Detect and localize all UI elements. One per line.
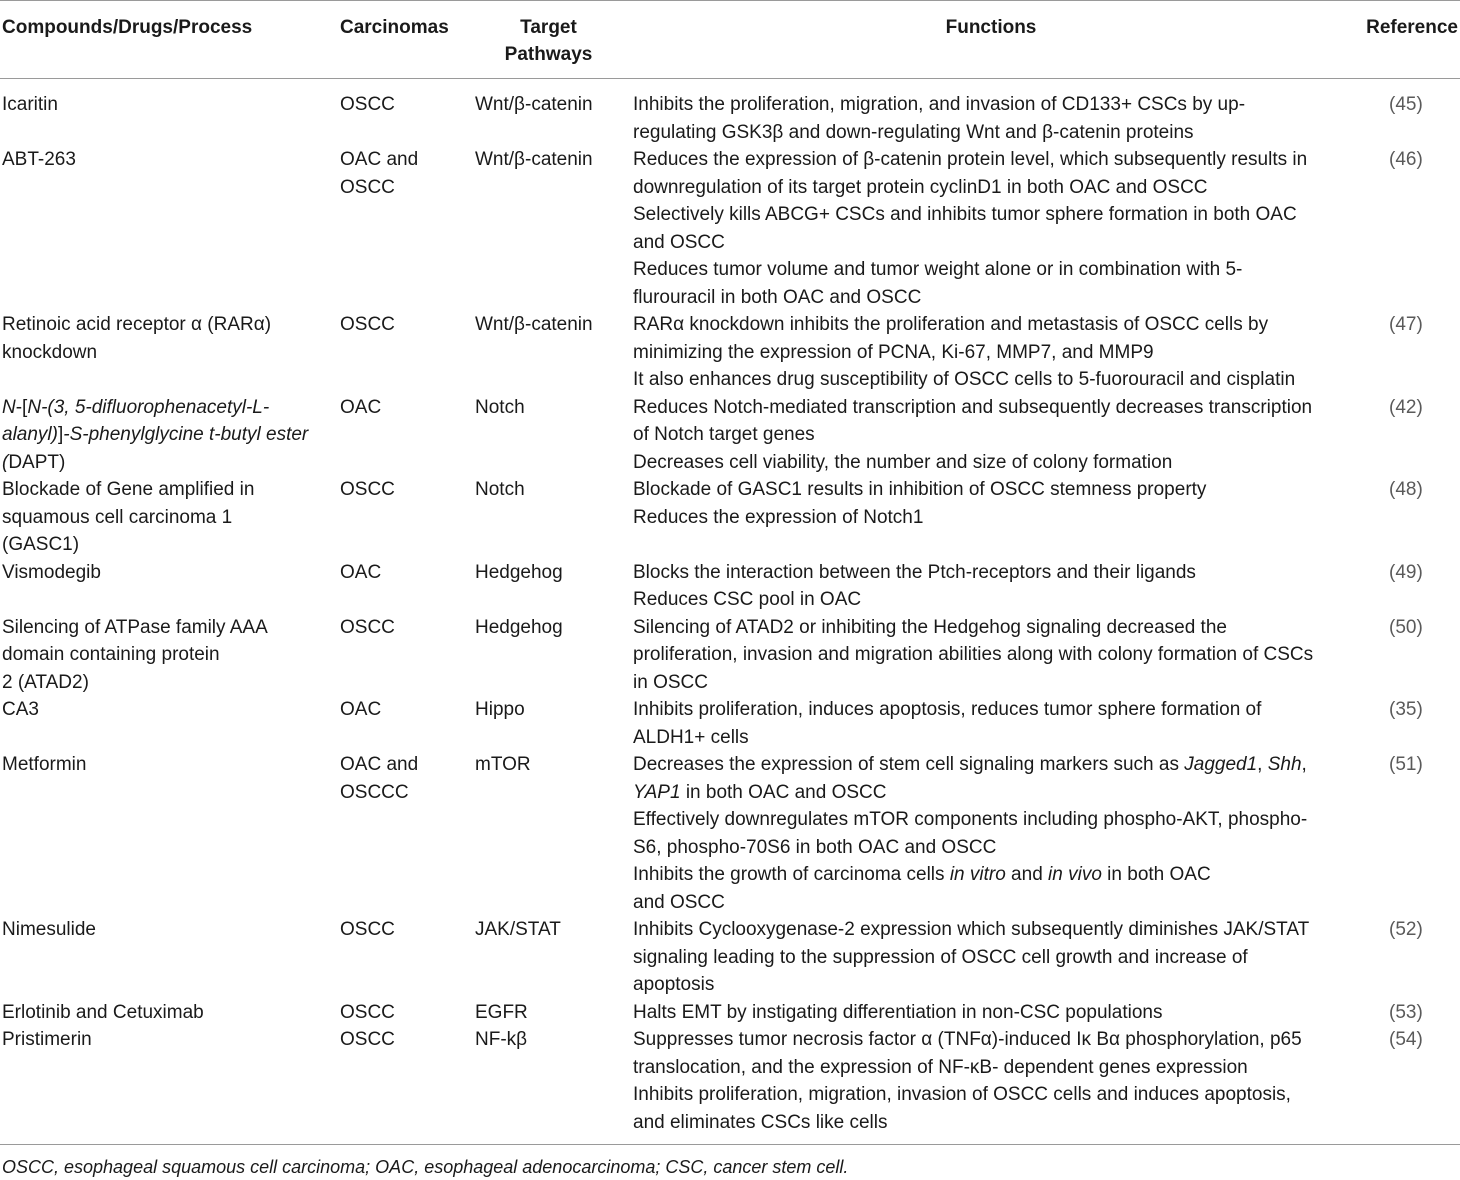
carcinomas-text: OSCC <box>340 919 395 940</box>
compound-text: Erlotinib and Cetuximab <box>2 1001 204 1023</box>
header-target-pathways <box>468 1 629 79</box>
pathway-cell: mTOR <box>475 754 531 775</box>
reference-link[interactable]: (52) <box>1389 919 1423 940</box>
compound-cell <box>0 1026 335 1144</box>
function-line: Halts EMT by instigating differentiation in non-CSC populations <box>633 1001 1163 1023</box>
header-functions: Functions <box>629 1 1353 79</box>
function-line: Reduces tumor volume and tumor weight alone or in combination with 5- <box>633 259 1243 280</box>
carcinomas-text: OSCC <box>340 1029 395 1050</box>
function-line: Reduces Notch-mediated transcription and subsequently decreases transcription <box>633 396 1313 418</box>
table-row <box>0 311 1460 394</box>
function-line: Blocks the interaction between the Ptch-receptors and their ligands <box>633 561 1196 583</box>
compound-cell <box>0 999 335 1027</box>
table-row <box>0 916 1460 999</box>
carcinomas-text: OAC <box>340 396 382 418</box>
function-line: and eliminates CSCs like cells <box>633 1111 888 1133</box>
pathway-cell: Wnt/β-catenin <box>475 314 593 335</box>
compound-text: Metformin <box>2 754 87 775</box>
compound-text <box>2 421 325 449</box>
function-text-italic: YAP1 <box>633 781 681 803</box>
pathway-cell: Hippo <box>475 699 525 720</box>
function-line: Inhibits proliferation, induces apoptosis, reduces tumor sphere formation of <box>633 699 1262 720</box>
carcinomas-cell <box>335 999 468 1027</box>
functions-cell <box>629 751 1353 916</box>
compound-text-italic: alanyl) <box>2 424 58 445</box>
carcinomas-text: OSCC <box>340 479 395 500</box>
compound-cell <box>0 394 335 477</box>
header-carcinomas: Carcinomas <box>335 1 468 79</box>
carcinomas-text: OSCC <box>340 94 395 115</box>
compound-text: Retinoic acid receptor α (RARα) <box>2 314 272 335</box>
function-line: translocation, and the expression of NF-κB- dependent genes expression <box>633 1056 1248 1078</box>
function-line: downregulation of its target protein cyclinD1 in both OAC and OSCC <box>633 176 1208 198</box>
table-row <box>0 146 1460 311</box>
compound-cell <box>0 614 335 697</box>
functions-cell <box>629 614 1353 697</box>
function-line: Inhibits the proliferation, migration, and invasion of CD133+ CSCs by up- <box>633 94 1246 115</box>
function-line: Decreases cell viability, the number and size of colony formation <box>633 451 1173 473</box>
table-footnote: OSCC, esophageal squamous cell carcinoma; OAC, esophageal adenocarcinoma; CSC, cancer stem cell. <box>2 1157 849 1177</box>
reference-link[interactable]: (35) <box>1389 699 1423 720</box>
carcinomas-cell <box>335 79 468 147</box>
functions-cell <box>629 394 1353 477</box>
functions-cell <box>629 916 1353 999</box>
function-line: signaling leading to the suppression of OSCC cell growth and increase of <box>633 946 1248 968</box>
pathway-cell: Hedgehog <box>475 561 563 583</box>
compound-text <box>2 449 325 477</box>
carcinomas-text: OSCC <box>340 616 395 638</box>
compound-text-part: -[ <box>15 396 28 418</box>
compound-text-italic: N <box>2 396 16 418</box>
pathway-cell: JAK/STAT <box>475 919 561 940</box>
function-line: Reduces the expression of Notch1 <box>633 506 924 528</box>
table-row <box>0 614 1460 697</box>
functions-cell <box>629 696 1353 751</box>
header-target-line1: Target <box>520 17 577 38</box>
compound-text: ABT-263 <box>2 149 76 170</box>
functions-cell <box>629 1026 1353 1144</box>
table-row <box>0 394 1460 477</box>
function-text-italic: in vitro <box>949 864 1006 885</box>
compound-cell <box>0 916 335 999</box>
function-line: It also enhances drug susceptibility of OSCC cells to 5-fuorouracil and cisplatin <box>633 369 1296 390</box>
function-text-part: Inhibits the growth of carcinoma cells <box>633 864 950 885</box>
function-text-part: in both OAC <box>1101 864 1211 885</box>
pathway-cell: Hedgehog <box>475 616 563 638</box>
compound-text: domain containing protein <box>2 644 220 665</box>
function-line: ALDH1+ cells <box>633 726 749 748</box>
function-line <box>633 751 1347 779</box>
function-line: RARα knockdown inhibits the proliferation and metastasis of OSCC cells by <box>633 314 1269 335</box>
function-text-part: Decreases the expression of stem cell signaling markers such as <box>633 754 1185 775</box>
pathway-cell: Wnt/β-catenin <box>475 149 593 170</box>
header-compounds: Compounds/Drugs/Process <box>0 1 335 79</box>
function-line: Silencing of ATAD2 or inhibiting the Hedgehog signaling decreased the <box>633 616 1227 638</box>
function-line: of Notch target genes <box>633 424 815 445</box>
compound-text-italic: N-(3, 5-difluorophenacetyl-L- <box>27 396 270 418</box>
function-line: Selectively kills ABCG+ CSCs and inhibits tumor sphere formation in both OAC <box>633 204 1297 225</box>
compound-text-part: ] <box>57 424 64 445</box>
function-line <box>633 779 1347 807</box>
compound-cell <box>0 79 335 147</box>
functions-cell <box>629 146 1353 311</box>
carcinomas-text: OAC <box>340 699 382 720</box>
compound-cell <box>0 146 335 311</box>
header-target-line2: Pathways <box>504 44 593 65</box>
function-line: and OSCC <box>633 891 725 913</box>
pathway-cell: EGFR <box>475 1001 528 1023</box>
functions-cell <box>629 559 1353 614</box>
carcinomas-text: OSCC <box>340 1001 395 1023</box>
compound-text: squamous cell carcinoma 1 <box>2 506 233 528</box>
carcinomas-cell <box>335 916 468 999</box>
carcinomas-cell <box>335 696 468 751</box>
function-line: S6, phospho-70S6 in both OAC and OSCC <box>633 836 997 858</box>
reference-link[interactable]: (53) <box>1389 1001 1423 1023</box>
function-line: Reduces the expression of β-catenin protein level, which subsequently results in <box>633 149 1308 170</box>
function-line: Inhibits proliferation, migration, invasion of OSCC cells and induces apoptosis, <box>633 1084 1291 1105</box>
table-row <box>0 999 1460 1027</box>
reference-link[interactable]: (48) <box>1389 479 1423 500</box>
pathway-cell: Wnt/β-catenin <box>475 94 593 115</box>
table-row <box>0 696 1460 751</box>
function-text-italic: in vivo <box>1048 864 1102 885</box>
compound-text: 2 (ATAD2) <box>2 671 89 693</box>
function-line: flurouracil in both OAC and OSCC <box>633 286 922 308</box>
compound-cell <box>0 311 335 394</box>
functions-cell <box>629 311 1353 394</box>
table-row <box>0 1026 1460 1144</box>
compound-cell <box>0 559 335 614</box>
function-text-italic: Jagged1 <box>1184 754 1258 775</box>
carcinomas-cell <box>335 559 468 614</box>
reference-link[interactable]: (45) <box>1389 94 1423 115</box>
compound-cell <box>0 476 335 559</box>
compound-text: Pristimerin <box>2 1029 92 1050</box>
function-line: regulating GSK3β and down-regulating Wnt and β-catenin proteins <box>633 121 1194 143</box>
reference-link[interactable]: (42) <box>1389 396 1423 418</box>
header-reference: Reference <box>1353 1 1460 79</box>
header-row <box>0 1 1460 79</box>
function-line: Effectively downregulates mTOR components including phospho-AKT, phospho- <box>633 809 1308 830</box>
function-line: in OSCC <box>633 671 708 693</box>
table-row <box>0 476 1460 559</box>
function-line: Suppresses tumor necrosis factor α (TNFα)-induced Iκ Bα phosphorylation, p65 <box>633 1029 1302 1050</box>
pathway-cell: Notch <box>475 479 525 500</box>
carcinomas-text: OSCCC <box>340 781 409 803</box>
reference-link[interactable]: (49) <box>1389 561 1423 583</box>
function-line: minimizing the expression of PCNA, Ki-67, MMP7, and MMP9 <box>633 341 1154 363</box>
reference-link[interactable]: (51) <box>1389 754 1423 775</box>
compound-text-italic: ( <box>2 451 9 473</box>
carcinomas-text: OAC <box>340 561 382 583</box>
carcinomas-cell <box>335 476 468 559</box>
compound-text: Silencing of ATPase family AAA <box>2 616 268 638</box>
compound-text-part: DAPT) <box>8 451 66 473</box>
carcinomas-text: OAC and <box>340 754 419 775</box>
pathway-cell: Notch <box>475 396 525 418</box>
table-row <box>0 79 1460 147</box>
compound-cell <box>0 696 335 751</box>
carcinomas-cell <box>335 614 468 697</box>
reference-link[interactable]: (46) <box>1389 149 1423 170</box>
carcinomas-text: OSCC <box>340 314 395 335</box>
table-row <box>0 751 1460 916</box>
function-line: Blockade of GASC1 results in inhibition of OSCC stemness property <box>633 479 1207 500</box>
function-line: apoptosis <box>633 974 715 995</box>
carcinomas-text: OSCC <box>340 176 395 198</box>
compound-text: (GASC1) <box>2 534 80 555</box>
function-line: proliferation, invasion and migration abilities along with colony formation of CSCs <box>633 644 1314 665</box>
carcinomas-cell <box>335 751 468 916</box>
compound-text: Nimesulide <box>2 919 96 940</box>
table-row <box>0 559 1460 614</box>
carcinomas-text: OAC and <box>340 149 419 170</box>
compound-text: knockdown <box>2 341 98 363</box>
functions-cell <box>629 999 1353 1027</box>
compound-cell <box>0 751 335 916</box>
function-text-part: and <box>1005 864 1049 885</box>
reference-link[interactable]: (50) <box>1389 616 1423 638</box>
function-text-italic: Shh <box>1267 754 1302 775</box>
function-text-part: , <box>1301 754 1307 775</box>
carcinomas-cell <box>335 1026 468 1144</box>
function-line: Inhibits Cyclooxygenase-2 expression which subsequently diminishes JAK/STAT <box>633 919 1310 940</box>
functions-cell <box>629 476 1353 559</box>
compound-text: Blockade of Gene amplified in <box>2 479 255 500</box>
compound-text: CA3 <box>2 699 39 720</box>
compound-text: Vismodegib <box>2 561 101 583</box>
compound-text-italic: -S-phenylglycine t-butyl ester <box>63 424 309 445</box>
pathway-cell: NF-kβ <box>475 1029 528 1050</box>
function-text-part: in both OAC and OSCC <box>680 781 887 803</box>
function-line: and OSCC <box>633 231 725 253</box>
function-line <box>633 861 1347 889</box>
carcinomas-cell <box>335 146 468 311</box>
carcinomas-cell <box>335 394 468 477</box>
reference-link[interactable]: (47) <box>1389 314 1423 335</box>
reference-link[interactable]: (54) <box>1389 1029 1423 1050</box>
carcinomas-cell <box>335 311 468 394</box>
function-line: Reduces CSC pool in OAC <box>633 589 862 610</box>
functions-cell <box>629 79 1353 147</box>
compound-text <box>2 394 325 422</box>
function-text-part: , <box>1257 754 1268 775</box>
compound-text: Icaritin <box>2 94 58 115</box>
